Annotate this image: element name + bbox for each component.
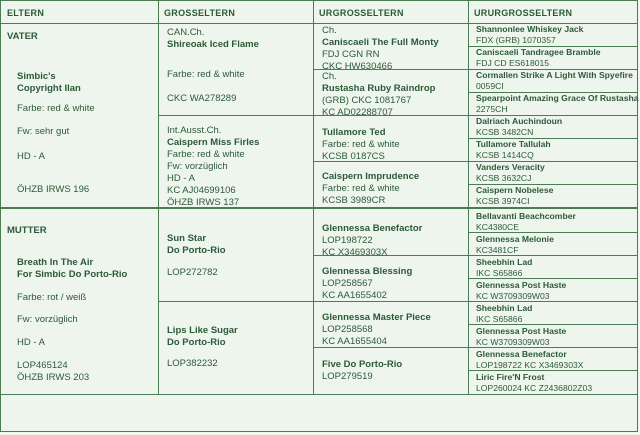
gggp-4-name: Spearpoint Amazing Grace Of Rustasha [476,93,639,103]
gggp-14 [470,326,636,348]
ggp-sss-l2: CKC HW630466 [322,61,393,72]
ggp-sss-l1: FDJ CGN RN [322,49,380,60]
ggp-sdd [316,171,466,207]
dam-reg1: LOP465124 [17,360,68,371]
sire-name-line1: Simbic's [17,71,56,82]
header-great-grandparents: URGROSSELTERN [319,8,404,18]
gggp-16-reg: LOP260024 KC Z2436802Z03 [476,382,593,393]
header-grandparents: GROSSELTERN [164,8,236,18]
ggp-dss-l2: KC X3469303X [322,247,388,258]
gggp-4 [470,93,639,115]
gggp-12-name: Glennessa Post Haste [476,280,567,290]
gp-ss-title: CAN.Ch. [167,27,205,38]
ggp-dss-l1: LOP198722 [322,235,373,246]
dam-name-line2: For Simbic Do Porto-Rio [17,269,128,280]
gp-sd-reg2: ÖHZB IRWS 137 [167,197,240,208]
sire-fw: Fw: sehr gut [17,126,70,137]
gp-dd-reg-cell [161,358,311,370]
gggp-9-reg: KC4380CE [476,221,519,232]
sire-hd: HD - A [17,151,45,162]
header-parents: ELTERN [7,8,45,18]
gggp-13-reg: IKC S65866 [476,313,523,324]
sire-fw-cell [11,126,158,138]
ggp-sds-l1: Farbe: red & white [322,139,400,150]
ggp-ssd [316,71,466,119]
ggp-ddd-l1: LOP279519 [322,371,373,382]
ggp-dds [316,312,466,348]
header-great-great-grandparents: URURGROSSELTERN [474,8,573,18]
gggp-7-name: Vanders Veracity [476,162,545,172]
gp-ds-name2: Do Porto-Rio [167,245,226,256]
sire-details [11,71,158,95]
gp-ds-reg-cell [161,267,311,279]
ggp-ssd-l1: (GRB) CKC 1081767 [322,95,412,106]
dam-details [11,257,158,281]
ggp-dsd-l1: LOP258567 [322,278,373,289]
gp-ds-reg: LOP272782 [167,267,218,278]
ggp-sdd-name: Caispern Imprudence [322,171,420,182]
ggp-dds-l1: LOP258568 [322,324,373,335]
gggp-7 [470,162,636,184]
dam-reg-cell [11,360,158,384]
ggp-ssd-name: Rustasha Ruby Raindrop [322,83,436,94]
gggp-1 [470,24,636,46]
gggp-15-name: Glennessa Benefactor [476,349,567,359]
dam-fw-cell [11,314,158,326]
gggp-14-reg: KC W3709309W03 [476,336,550,347]
dam-color: Farbe: rot / weiß [17,292,87,303]
ggp-ssd-l2: KC AD02288707 [322,107,393,118]
gggp-8-name: Caispern Nobelese [476,185,554,195]
ggp-sds [316,127,466,163]
gggp-16 [470,372,636,394]
sire-name-line2: Copyright Ilan [17,83,81,94]
gggp-11 [470,257,636,279]
gp-sd-title: Int.Ausst.Ch. [167,125,222,136]
gp-dd-name2: Do Porto-Rio [167,337,226,348]
gggp-15-reg: LOP198722 KC X3469303X [476,359,584,370]
gp-ss-reg-cell [161,93,311,105]
gggp-6 [470,139,636,161]
gggp-3-reg: 0059CI [476,80,504,91]
gggp-15 [470,349,636,371]
gp-dd-reg: LOP382232 [167,358,218,369]
gggp-13-name: Sheebhin Lad [476,303,533,313]
ggp-sss [316,25,466,73]
ggp-ddd-name: Five Do Porto-Rio [322,359,403,370]
ggp-dds-name: Glennessa Master Piece [322,312,431,323]
dam-cell [1,225,158,237]
ggp-sdd-l2: KCSB 3989CR [322,195,386,206]
grid-line [313,1,314,394]
gggp-10 [470,234,636,256]
gggp-6-name: Tullamore Tallulah [476,139,551,149]
sire-reg-cell [11,184,158,196]
grid-line [158,1,159,394]
gggp-1-reg: FDX (GRB) 1070357 [476,34,556,45]
ggp-dsd [316,266,466,302]
gggp-12 [470,280,636,302]
ggp-sss-title: Ch. [322,25,337,36]
gggp-7-reg: KCSB 3632CJ [476,172,532,183]
gggp-11-name: Sheebhin Lad [476,257,533,267]
gp-ds-name1: Sun Star [167,233,207,244]
sire-color-cell [11,103,158,115]
gggp-3 [470,70,636,92]
gp-ss-color: Farbe: red & white [167,69,245,80]
grid-line [468,1,469,394]
gp-sire-dam [161,125,311,209]
gggp-4-reg: 2275CH [476,103,508,114]
gggp-9 [470,211,636,233]
sire-color: Farbe: red & white [17,103,95,114]
gggp-8 [470,185,636,207]
gp-dd-name1: Lips Like Sugar [167,325,238,336]
dam-fw: Fw: vorzüglich [17,314,78,325]
gggp-6-reg: KCSB 1414CQ [476,149,534,160]
sire-cell [1,31,158,43]
gp-sire-sire [161,27,311,51]
ggp-dss [316,223,466,259]
gp-dam-sire [161,233,311,257]
gp-sd-color: Farbe: red & white [167,149,245,160]
gggp-10-name: Glennessa Melonie [476,234,554,244]
gggp-9-name: Bellavanti Beachcomber [476,211,576,221]
gggp-16-name: Liric Fire'N Frost [476,372,545,382]
gp-sd-fw: Fw: vorzüglich [167,161,228,172]
gp-sd-hd: HD - A [167,173,195,184]
gggp-3-name: Cormallen Strike A Light With Spyefire [476,70,633,80]
ggp-sds-name: Tullamore Ted [322,127,386,138]
dam-role: MUTTER [7,225,47,236]
sire-role: VATER [7,31,38,42]
ggp-dds-l2: KC AA1655404 [322,336,387,347]
sire-reg: ÖHZB IRWS 196 [17,184,90,195]
gp-sd-name: Caispern Miss Firles [167,137,260,148]
gggp-14-name: Glennessa Post Haste [476,326,567,336]
gp-ss-reg: CKC WA278289 [167,93,237,104]
ggp-dsd-name: Glennessa Blessing [322,266,413,277]
gp-dam-dam [161,325,311,349]
gggp-10-reg: KC3481CF [476,244,519,255]
dam-hd-cell [11,337,158,349]
dam-hd: HD - A [17,337,45,348]
gggp-8-reg: KCSB 3974CI [476,195,530,206]
gggp-12-reg: KC W3709309W03 [476,290,550,301]
gggp-1-name: Shannonlee Whiskey Jack [476,24,584,34]
gp-sd-reg1: KC AJ04699106 [167,185,236,196]
ggp-sdd-l1: Farbe: red & white [322,183,400,194]
gggp-5-name: Dalriach Auchindoun [476,116,563,126]
sire-dam-divider [1,207,637,209]
dam-reg2: ÖHZB IRWS 203 [17,372,90,383]
footer-divider [1,394,637,395]
gggp-11-reg: IKC S65866 [476,267,523,278]
gggp-2 [470,47,636,69]
gp-ss-color-cell [161,69,311,81]
gggp-5 [470,116,636,138]
ggp-sds-l2: KCSB 0187CS [322,151,385,162]
dam-color-cell [11,292,158,304]
dam-name-line1: Breath In The Air [17,257,94,268]
ggp-ddd [316,359,466,383]
gggp-5-reg: KCSB 3482CN [476,126,534,137]
ggp-dss-name: Glennessa Benefactor [322,223,423,234]
sire-hd-cell [11,151,158,163]
ggp-ssd-title: Ch. [322,71,337,82]
ggp-dsd-l2: KC AA1655402 [322,290,387,301]
gggp-2-name: Caniscaeli Tandragee Bramble [476,47,601,57]
gggp-13 [470,303,636,325]
gggp-2-reg: FDJ CD ES618015 [476,57,550,68]
gp-ss-name: Shireoak Iced Flame [167,39,259,50]
ggp-sss-name: Caniscaeli The Full Monty [322,37,439,48]
